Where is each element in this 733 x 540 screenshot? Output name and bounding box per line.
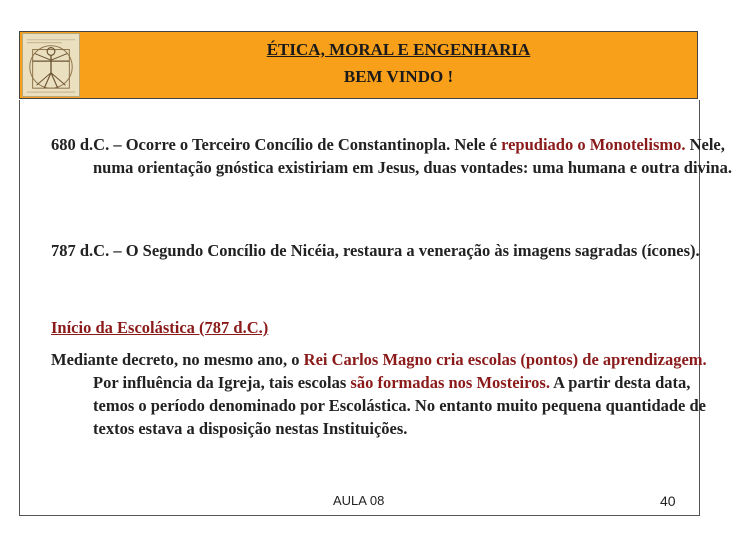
paragraph-787 bbox=[51, 239, 733, 262]
paragraph-680 bbox=[51, 133, 733, 179]
content-panel bbox=[19, 100, 732, 516]
highlight-text: Rei Carlos Magno cria escolas (pontos) de aprendizagem. bbox=[303, 350, 707, 369]
paragraph-text: Nele, numa orientação gnóstica existiriam em Jesus, duas vontades: uma humana e outra divina. bbox=[93, 135, 732, 177]
vitruvian-man-icon bbox=[22, 33, 80, 97]
footer-label: AULA 08 bbox=[333, 493, 385, 508]
paragraph-text: 680 d.C. – Ocorre o Terceiro Concílio de Constantinopla. Nele é bbox=[51, 135, 502, 154]
section-heading: Início da Escolástica (787 d.C.) bbox=[51, 318, 269, 337]
page-title: ÉTICA, MORAL E ENGENHARIA bbox=[266, 40, 531, 59]
highlight-text: repudiado o Monotelismo. bbox=[501, 135, 686, 154]
paragraph-escolastica bbox=[51, 348, 733, 440]
header-banner bbox=[19, 31, 698, 99]
paragraph-text: Por influência da Igreja, tais escolas bbox=[93, 373, 351, 392]
paragraph-text: 787 d.C. – O Segundo Concílio de Nicéia, restaura a veneração às imagens sagradas (ícones). bbox=[51, 241, 700, 260]
highlight-text: são formadas nos Mosteiros. bbox=[350, 373, 550, 392]
page-subtitle: BEM VINDO ! bbox=[343, 67, 454, 86]
page-number: 40 bbox=[660, 493, 676, 509]
paragraph-text: Mediante decreto, no mesmo ano, o bbox=[51, 350, 304, 369]
paragraph-text: A partir desta data, temos o período denominado por Escolástica. No entanto muito pequena quantidade de textos estava a disposição nestas Instituições. bbox=[93, 373, 707, 438]
